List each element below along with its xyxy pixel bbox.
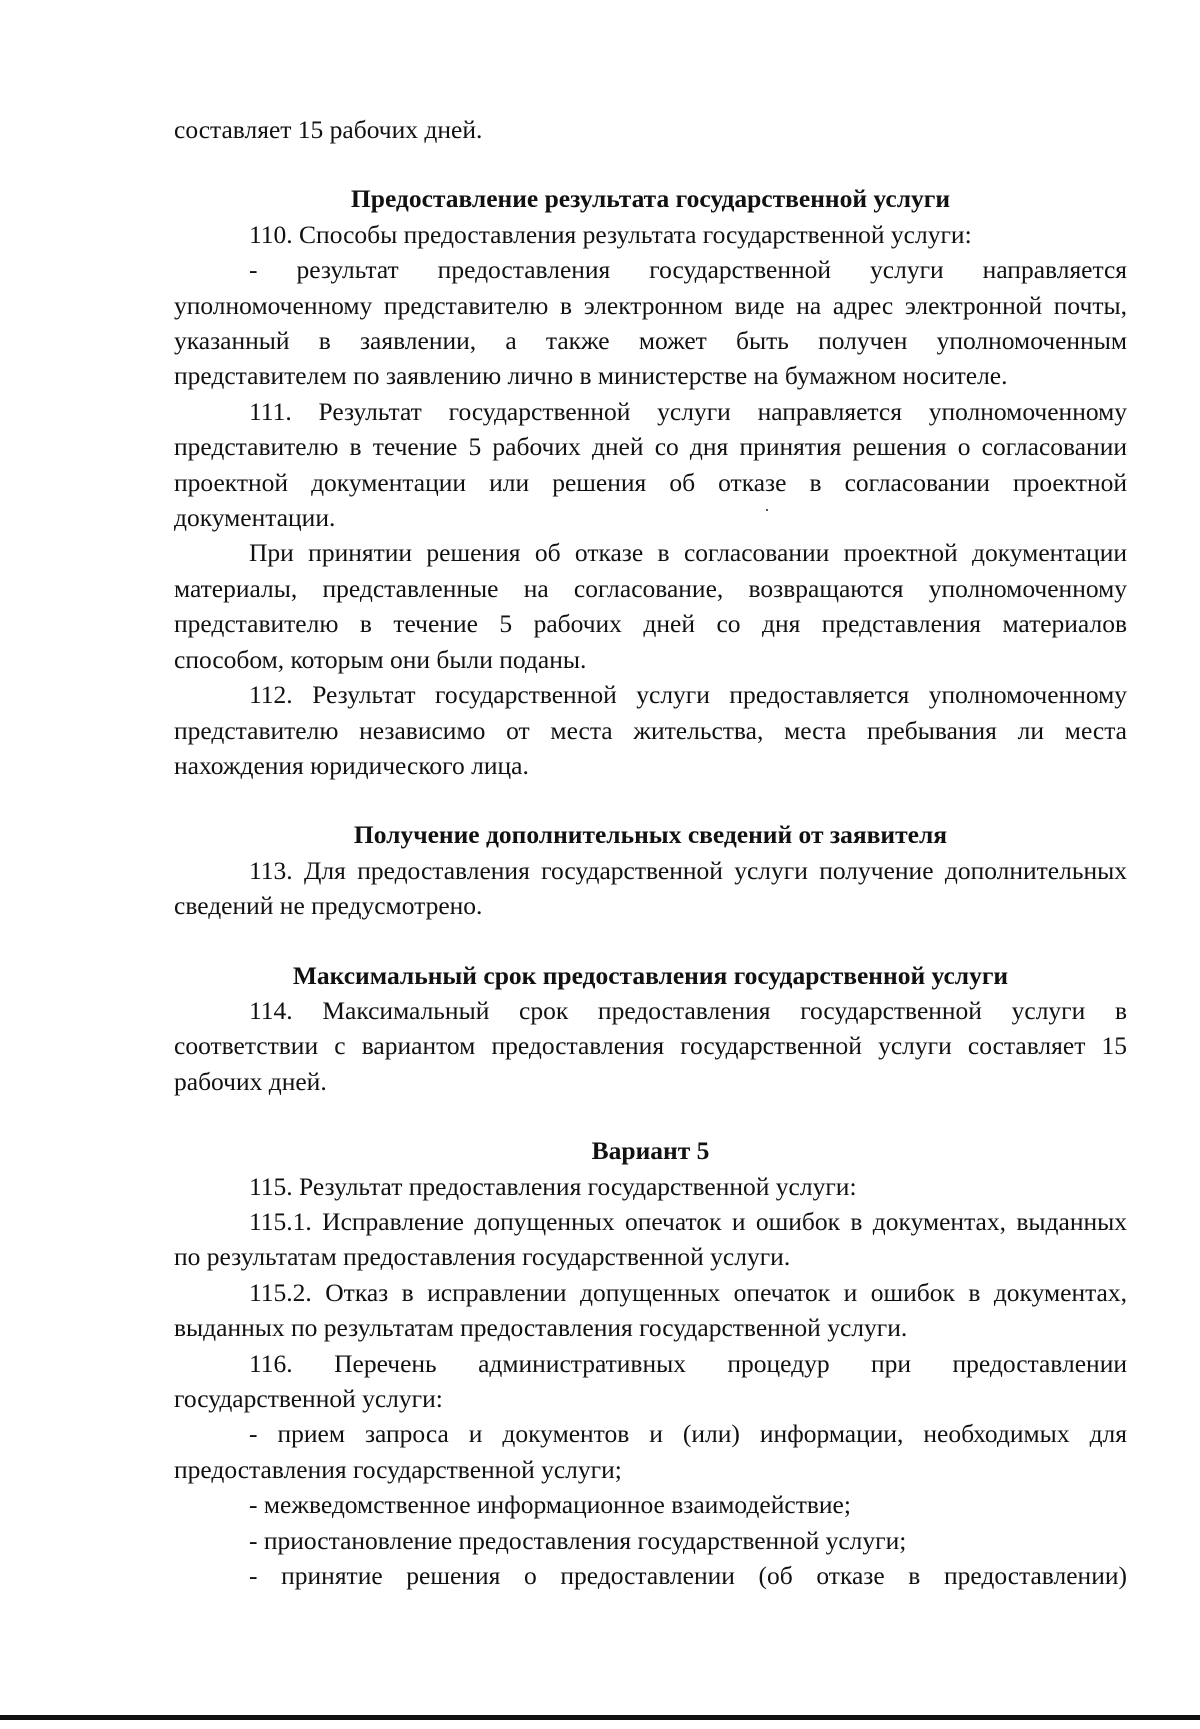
text-line: представителем по заявлению лично в министерстве на бумажном носителе. [174, 361, 1008, 391]
text-line: государственной услуги: [174, 1384, 443, 1413]
section-heading: Предоставление результата государственной услуги [350, 184, 951, 214]
text-line: рабочих дней. [174, 1066, 327, 1096]
text-line: - результат предоставления государственной услуги направляется [249, 255, 1127, 285]
scan-speck [766, 509, 768, 511]
text-line: соответствии с вариантом предоставления государственной услуги составляет 15 [174, 1031, 1127, 1061]
text-line: сведений не предусмотрено. [174, 891, 483, 921]
text-line: 116. Перечень административных процедур при предоставлении [249, 1348, 1127, 1378]
text-line: - принятие решения о предоставлении (об отказе в предоставлении) [249, 1561, 1127, 1591]
section-heading: Вариант 5 [591, 1136, 710, 1166]
text-line: документации. [174, 503, 336, 533]
text-line: 115. Результат предоставления государственной услуги: [249, 1171, 857, 1201]
text-line: 113. Для предоставления государственной услуги получение дополнительных [249, 855, 1127, 885]
section-heading: Максимальный срок предоставления государственной услуги [292, 960, 1009, 990]
text-line: составляет 15 рабочих дней. [174, 115, 483, 144]
text-line: предоставления государственной услуги; [174, 1454, 622, 1484]
text-line: 115.1. Исправление допущенных опечаток и ошибок в документах, выданных [249, 1206, 1127, 1236]
text-line: материалы, представленные на согласование, возвращаются уполномоченному [174, 573, 1127, 603]
text-line: - межведомственное информационное взаимодействие; [249, 1490, 851, 1520]
text-line: по результатам предоставления государственной услуги. [174, 1242, 791, 1272]
text-line: нахождения юридического лица. [174, 750, 529, 780]
text-line: 115.2. Отказ в исправлении допущенных опечаток и ошибок в документах, [249, 1277, 1127, 1307]
text-line: 111. Результат государственной услуги направляется уполномоченному [249, 396, 1127, 426]
text-line: 110. Способы предоставления результата государственной услуги: [249, 219, 972, 249]
text-line: - приостановление предоставления государственной услуги; [249, 1525, 907, 1555]
text-line: проектной документации или решения об отказе в согласовании проектной [174, 467, 1127, 497]
text-line: 112. Результат государственной услуги предоставляется уполномоченному [249, 680, 1127, 710]
text-line: При принятии решения об отказе в согласовании проектной документации [249, 538, 1127, 568]
text-line: 114. Максимальный срок предоставления государственной услуги в [249, 995, 1127, 1025]
text-line: представителю в течение 5 рабочих дней со дня принятия решения о согласовании [174, 432, 1127, 462]
text-line: способом, которым они были поданы. [174, 644, 587, 674]
text-line: выданных по результатам предоставления государственной услуги. [174, 1313, 908, 1343]
text-line: - прием запроса и документов и (или) информации, необходимых для [249, 1419, 1127, 1449]
text-line: уполномоченному представителю в электронном виде на адрес электронной почты, [174, 290, 1127, 320]
text-line: представителю независимо от места жительства, места пребывания ли места [174, 715, 1127, 745]
section-heading: Получение дополнительных сведений от заявителя [353, 820, 948, 850]
text-line: указанный в заявлении, а также может быть получен уполномоченным [174, 326, 1127, 356]
document-body [174, 112, 1127, 1593]
text-line: представителю в течение 5 рабочих дней со дня представления материалов [174, 609, 1127, 639]
bottom-scan-edge [0, 1715, 1200, 1720]
